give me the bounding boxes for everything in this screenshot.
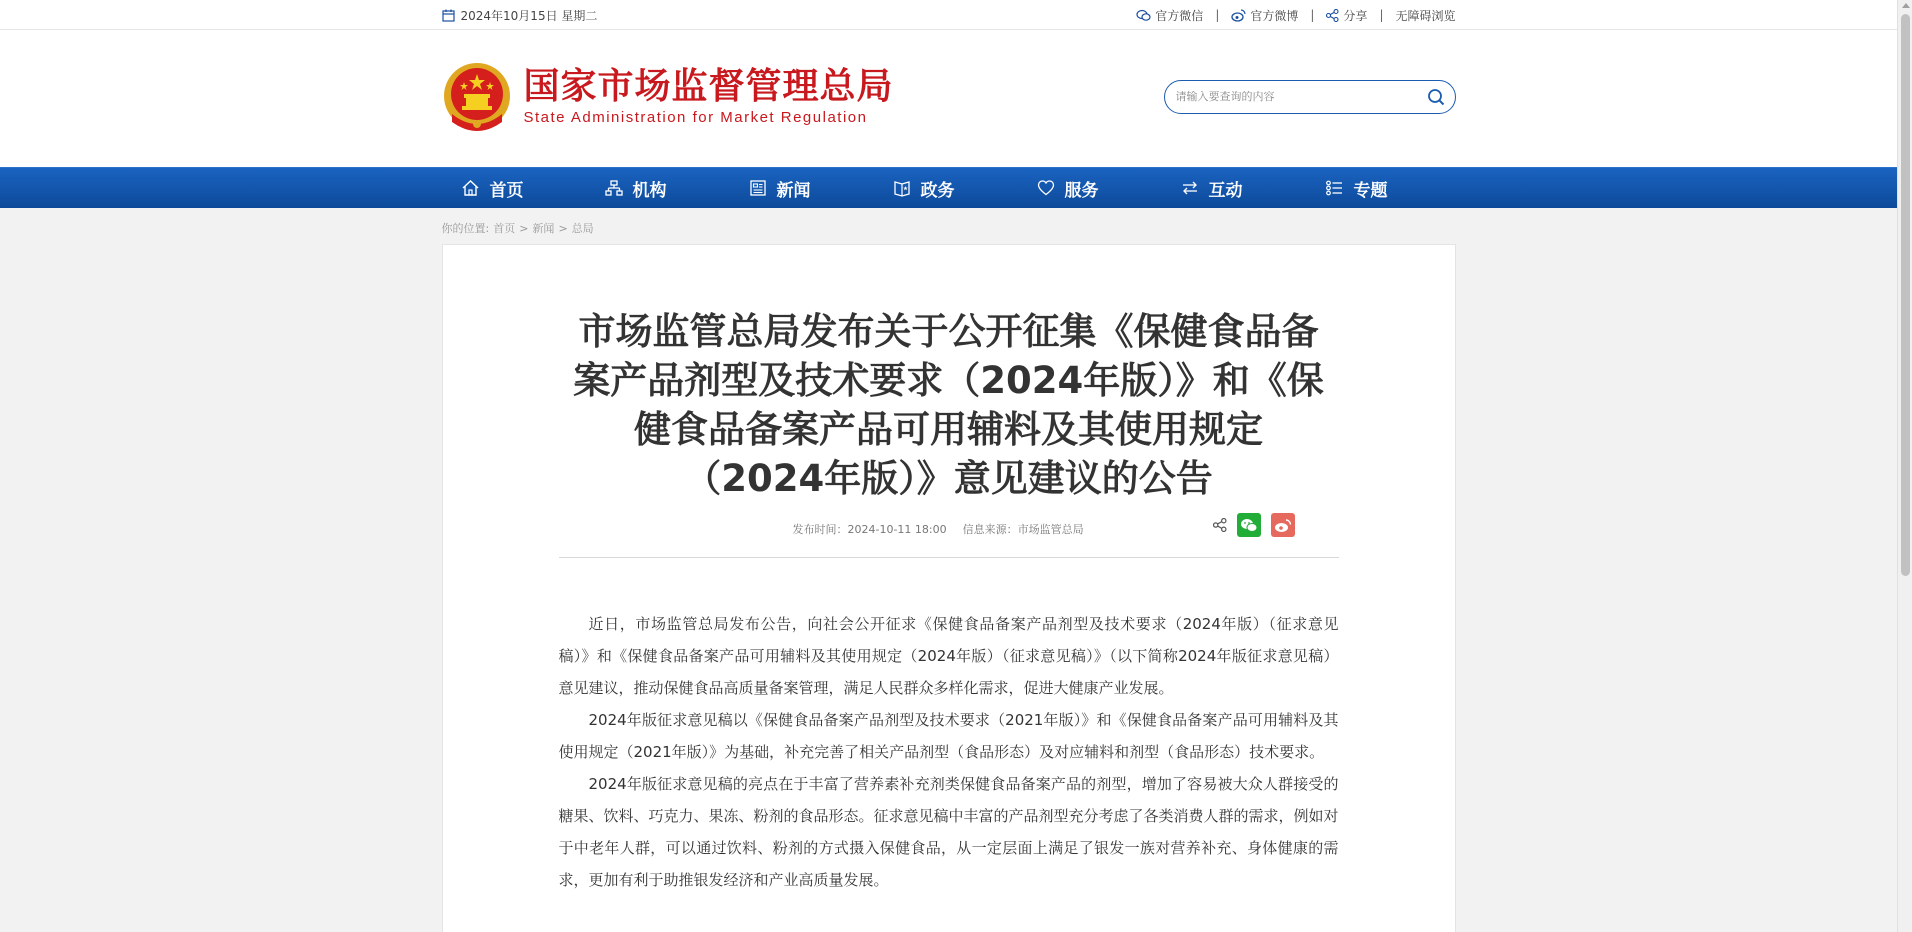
separator: | [1215,8,1220,22]
share-label: 分享 [1343,8,1368,23]
top-utility-bar [0,0,1897,30]
weibo-icon [1274,518,1292,533]
nav-item-organization[interactable] [586,176,730,201]
breadcrumb-prefix: 你的位置: [441,222,490,235]
nav-label: 服务 [1064,180,1099,201]
breadcrumb-home[interactable]: 首页 [493,222,516,235]
nav-label: 政务 [920,180,955,201]
share-icon[interactable] [1213,518,1227,532]
official-wechat-label: 官方微信 [1155,8,1204,23]
article-meta [793,521,1084,537]
search-box [1164,80,1456,114]
national-emblem-icon [442,60,512,134]
share-link[interactable] [1326,7,1367,24]
government-book-icon [893,179,911,197]
breadcrumb [442,208,1456,248]
heart-icon [1037,179,1055,197]
article-title: 市场监管总局发布关于公开征集《保健食品备案产品剂型及技术要求（2024年版）》和《保健食品备案产品可用辅料及其使用规定（2024年版）》意见建议的公告 [573,310,1324,500]
share-icon [1326,9,1339,22]
logo-text [524,67,894,126]
scroll-up-arrow-icon[interactable] [1902,3,1910,8]
nav-item-services[interactable] [1018,176,1162,201]
site-logo[interactable] [442,60,894,134]
breadcrumb-separator: > [558,221,568,235]
breadcrumb-news[interactable]: 新闻 [532,222,555,235]
article-paragraph: 2024年版征求意见稿以《保健食品备案产品剂型及技术要求（2021年版）》和《保健食品备案产品可用辅料及其使用规定（2021年版）》为基础，补充完善了相关产品剂型（食品形态）及对应辅料和剂型（食品形态）技术要求。 [558,711,1339,761]
breadcrumb-headquarters[interactable]: 总局 [571,222,594,235]
info-source: 信息来源：市场监管总局 [962,523,1084,536]
org-chart-icon [605,179,623,197]
official-weibo-label: 官方微博 [1250,8,1299,23]
official-wechat-link[interactable] [1136,7,1203,24]
exchange-arrows-icon [1181,179,1199,197]
search-input[interactable] [1176,91,1406,103]
official-weibo-link[interactable] [1231,7,1298,24]
article-meta-row [559,521,1339,558]
article-body [559,608,1339,896]
nav-label: 互动 [1208,180,1243,201]
share-weibo-button[interactable] [1271,513,1295,537]
nav-label: 新闻 [776,180,811,201]
site-title-en: State Administration for Market Regulation [523,109,868,126]
date-text: 2024年10月15日 星期二 [460,8,598,23]
wechat-icon [1240,518,1258,533]
accessibility-link[interactable] [1395,7,1455,24]
nav-item-topics[interactable] [1306,176,1450,201]
vertical-scrollbar[interactable] [1897,0,1912,932]
top-links [1136,7,1455,24]
nav-label: 专题 [1353,180,1388,201]
calendar-icon [442,9,455,22]
share-buttons [1213,513,1295,537]
article-paragraph: 2024年版征求意见稿的亮点在于丰富了营养素补充剂类保健食品备案产品的剂型，增加了容易被大众人群接受的糖果、饮料、巧克力、果冻、粉剂的食品形态。征求意见稿中丰富的产品剂型充分考虑了各类消费人群的需求，例如对于中老年人群，可以通过饮料、粉剂的方式摄入保健食品，从一定层面上满足了银发一族对营养补充、身体健康的需求，更加有利于助推银发经济和产业高质量发展。 [558,775,1339,889]
nav-item-home[interactable] [442,176,586,201]
nav-label: 机构 [632,180,667,201]
nav-item-news[interactable] [730,176,874,201]
breadcrumb-separator: > [519,221,529,235]
share-wechat-button[interactable] [1237,513,1261,537]
nav-item-interaction[interactable] [1162,176,1306,201]
site-header [0,30,1897,167]
main-nav [0,167,1897,208]
home-icon [461,179,480,197]
article-container [442,244,1456,932]
list-icon [1325,179,1344,197]
separator: | [1310,8,1315,22]
article-paragraph: 近日，市场监管总局发布公告，向社会公开征求《保健食品备案产品剂型及技术要求（2024年版）（征求意见稿）》和《保健食品备案产品可用辅料及其使用规定（2024年版）（征求意见稿）》（以下简称2024年版征求意见稿）意见建议，推动保健食品高质量备案管理，满足人民群众多样化需求，促进大健康产业发展。 [558,615,1339,697]
publish-time: 发布时间：2024-10-11 18:00 [792,523,947,536]
nav-label: 首页 [489,180,524,201]
news-icon [749,179,767,197]
date-display [442,7,598,24]
weibo-icon [1231,9,1246,22]
separator: | [1379,8,1384,22]
nav-item-government-affairs[interactable] [874,176,1018,201]
search-icon[interactable] [1427,88,1445,106]
scrollbar-thumb[interactable] [1901,14,1910,576]
site-title-cn: 国家市场监督管理总局 [523,66,894,107]
accessibility-label: 无障碍浏览 [1395,8,1456,23]
wechat-icon [1136,9,1151,22]
